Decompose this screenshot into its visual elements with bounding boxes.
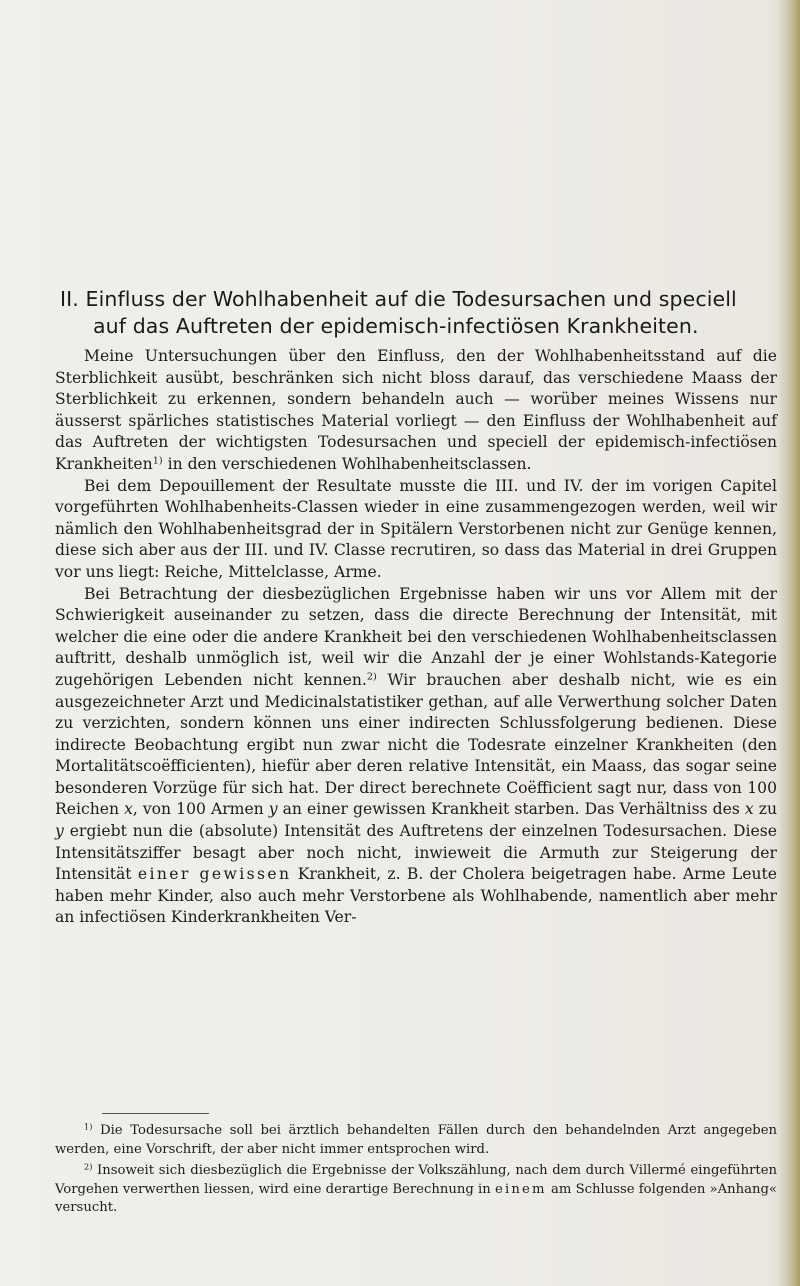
footnote-2-text: Insoweit sich diesbezüglich die Ergebnisse der Volkszählung, nach dem durch Villermé eingeführten Vorgehen verwerthen liessen, wird eine derartige Berechnung in <box>55 1163 777 1197</box>
math-variable-x: x <box>124 800 133 819</box>
footnote-2 <box>55 1162 777 1218</box>
page-edge-shadow <box>778 0 800 1286</box>
emphasized-spaced-text: einer gewissen <box>137 865 292 884</box>
paragraph-3-text-c: , von 100 Armen <box>132 800 269 819</box>
footnote-1-text: Die Todesursache soll bei ärztlich behandelten Fällen durch den behandelnden Arzt angegeben werden, eine Vorschrift, der aber nicht immer entsprochen wird. <box>55 1123 777 1157</box>
footnote-2-number: 2) <box>84 1161 93 1172</box>
paragraph-1 <box>55 346 777 476</box>
footnote-rule <box>102 1113 209 1114</box>
footnote-1 <box>55 1122 777 1159</box>
paragraph-3 <box>55 584 777 930</box>
footnote-ref-1: 1) <box>152 455 163 467</box>
math-variable-y: y <box>268 800 278 819</box>
paragraph-3-text: Bei Betrachtung der diesbezüglichen Ergebnisse haben wir uns vor Allem mit der Schwierigkeit auseinander zu setzen, dass die directe Berechnung der Intensität, mit welcher die eine oder die andere Krankheit bei den verschiedenen Wohlhabenheitsclassen auftritt, deshalb unmöglich ist, weil wir die Anzahl der je einer Wohlstands-Kategorie zugehörigen Lebenden nicht kennen. <box>55 584 777 689</box>
math-variable-x: x <box>744 800 754 819</box>
paragraph-1-text-end: in den verschiedenen Wohlhabenheitsclassen. <box>162 454 532 473</box>
paragraph-2: Bei dem Depouillement der Resultate musste die III. und IV. der im vorigen Capitel vorgeführten Wohlhabenheits-Classen wieder in eine zusammengezogen werden, weil wir nämlich den Wohlhabenheitsgrad der in Spitälern Verstorbenen nicht zur Genüge kennen, diese sich aber aus der III. und IV. Classe recrutiren, so dass das Material in drei Gruppen vor uns liegt: Reiche, Mittelclasse, Arme. <box>55 476 777 581</box>
emphasized-spaced-text: einem <box>494 1181 547 1197</box>
paragraph-3-text-d: an einer gewissen Krankheit starben. Das Verhältniss des <box>277 800 745 819</box>
footnote-ref-2: 2) <box>366 671 377 683</box>
paragraph-3-text-f: ergiebt nun die (absolute) Intensität des Auftretens der einzelnen Todesursachen. Diese Intensitätsziffer besagt aber noch nicht, inwieweit die Armuth zur Steigerung der Intensität <box>55 822 777 884</box>
section-heading <box>60 286 785 340</box>
heading-line-1: II. Einfluss der Wohlhabenheit auf die Todesursachen und speciell <box>60 287 737 311</box>
footnote-2-text-end: am Schlusse folgenden »Anhang« versucht. <box>55 1181 777 1215</box>
heading-line-2: auf das Auftreten der epidemisch-infectiösen Krankheiten. <box>93 314 699 338</box>
footnote-1-number: 1) <box>84 1121 93 1132</box>
footnotes <box>55 1122 777 1218</box>
math-variable-y: y <box>55 822 64 841</box>
body-text <box>55 346 777 929</box>
paragraph-3-text-g: Krankheit, z. B. der Cholera beigetragen habe. Arme Leute haben mehr Kinder, also auch mehr Verstorbene als Wohlhabende, namentlich aber mehr an infectiösen Kinderkrankheiten Ver- <box>55 865 777 927</box>
paragraph-1-text: Meine Untersuchungen über den Einfluss, den der Wohlhabenheitsstand auf die Sterblichkeit ausübt, beschränken sich nicht bloss darauf, das verschiedene Maass der Sterblichkeit zu erkennen, sondern behandeln auch — worüber meines Wissens nur äusserst spärliches statistisches Material vorliegt — den Einfluss der Wohlhabenheit auf das Auftreten der wichtigsten Todesursachen und speciell der epidemisch-infectiösen Krankheiten <box>55 347 777 473</box>
paragraph-3-text-b: Wir brauchen aber deshalb nicht, wie es ein ausgezeichneter Arzt und Medicinalstatistiker gethan, auf alle Verwerthung solcher Daten zu verzichten, sondern können uns einer indirecten Schlussfolgerung bedienen. Diese indirecte Beobachtung ergibt nun zwar nicht die Todesrate einzelner Krankheiten (den Mortalitätscoëfficienten), hiefür aber deren relative Intensität, ein Maass, das sogar seine besonderen Vorzüge für sich hat. Der direct berechnete Coëfficient sagt nur, dass von 100 Reichen <box>55 670 777 819</box>
paragraph-3-text-e: zu <box>753 800 778 819</box>
